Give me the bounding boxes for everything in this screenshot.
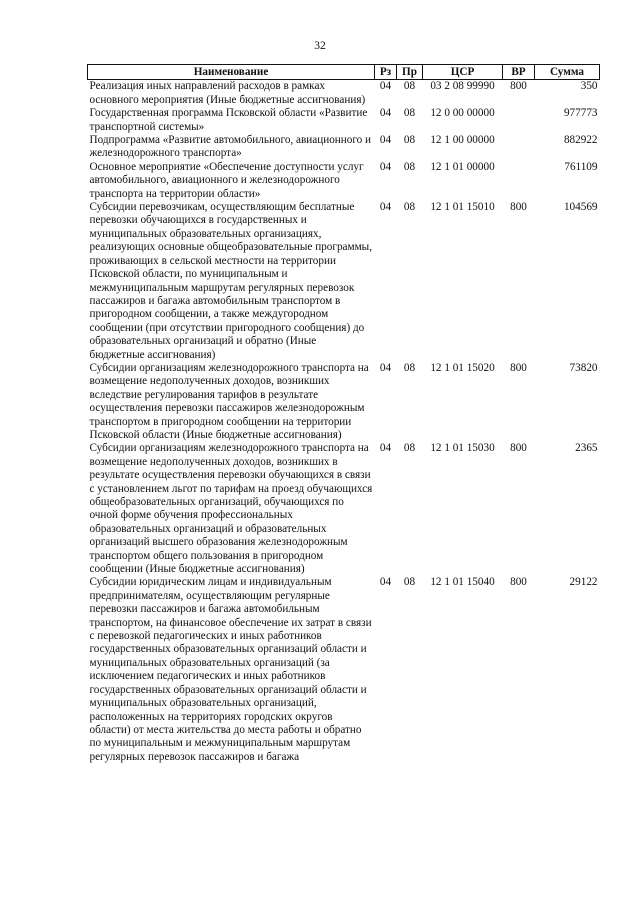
row-csr: 12 1 00 00000 [430, 134, 495, 147]
row-vr: 800 [510, 201, 527, 214]
row-sum: 761109 [564, 160, 598, 173]
row-pr: 08 [403, 361, 416, 374]
row-sum: 29122 [569, 576, 598, 589]
row-vr: 800 [510, 576, 527, 589]
header-vr: ВР [503, 65, 535, 80]
table-row [88, 134, 600, 161]
row-sum: 350 [580, 80, 598, 93]
row-name: Субсидии организациям железнодорожного транспорта на возмещение недополученных доходов, возникших в результате осуществления перевозки обучающихся в связи с установлением льгот по тарифам на проезд обучающихся общеобразовательных организаций, обучающихся по очной форме обучения профессиональных образовательных организаций и образовательных организаций высшего образования железнодорожным транспортом общего пользования в пригородном сообщении (Иные бюджетные ассигнования) [89, 442, 373, 576]
header-rz: Рз [375, 65, 397, 80]
row-rz: 04 [379, 107, 392, 120]
row-sum: 882922 [563, 134, 598, 147]
table-header-row [88, 65, 600, 80]
page-number: 32 [314, 40, 326, 52]
row-csr: 12 1 01 15040 [430, 576, 495, 589]
row-csr: 12 1 01 15020 [430, 361, 495, 374]
row-vr [503, 134, 535, 161]
table-row [88, 161, 600, 201]
header-csr: ЦСР [423, 65, 503, 80]
row-name: Субсидии перевозчикам, осуществляющим бесплатные перевозки обучающихся в государственных и муниципальных образовательных организациях, реализующих основные общеобразовательные программы, проживающих в сельской местности на территории Псковской области, по муниципальным и межмуниципальным маршрутам регулярных перевозок пассажиров и багажа автомобильным транспортом в пригородном сообщении, а также междугородном сообщении (при отсутствии пригородного сообщения) до образовательных организаций и обратно (Иные бюджетные ассигнования) [89, 201, 372, 361]
row-name: Государственная программа Псковской области «Развитие транспортной системы» [89, 107, 368, 133]
table-row [88, 576, 600, 764]
row-vr [503, 107, 535, 134]
row-pr: 08 [403, 107, 416, 120]
row-name: Подпрограмма «Развитие автомобильного, авиационного и железнодорожного транспорта» [89, 134, 372, 160]
row-csr: 12 1 01 00000 [430, 160, 495, 173]
row-sum: 73820 [569, 361, 598, 374]
row-vr [503, 161, 535, 201]
row-csr: 12 0 00 00000 [430, 107, 495, 120]
row-csr: 03 2 08 99990 [430, 80, 495, 93]
row-csr: 12 1 01 15030 [430, 442, 495, 455]
budget-table [87, 64, 600, 764]
row-name: Основное мероприятие «Обеспечение доступности услуг автомобильного, авиационного и железнодорожного транспорта на территории области» [89, 160, 364, 200]
table-row [88, 80, 600, 107]
row-rz: 04 [379, 576, 392, 589]
row-rz: 04 [379, 361, 392, 374]
row-csr: 12 1 01 15010 [430, 201, 495, 214]
row-pr: 08 [403, 576, 416, 589]
row-vr: 800 [510, 442, 527, 455]
row-name: Субсидии организациям железнодорожного транспорта на возмещение недополученных доходов, возникших вследствие регулирования тарифов в результате осуществления перевозки пассажиров железнодорожным транспортом в пригородном сообщении на территории Псковской области (Иные бюджетные ассигнования) [89, 361, 369, 441]
row-pr: 08 [403, 160, 416, 173]
table-row [88, 107, 600, 134]
row-rz: 04 [379, 160, 392, 173]
row-vr: 800 [510, 361, 527, 374]
row-rz: 04 [379, 201, 392, 214]
row-rz: 04 [379, 80, 392, 93]
row-rz: 04 [379, 442, 392, 455]
row-sum: 104569 [563, 201, 598, 214]
header-pr: Пр [397, 65, 423, 80]
table-row [88, 201, 600, 362]
row-sum: 977773 [563, 107, 598, 120]
row-sum: 2365 [575, 442, 598, 455]
row-rz: 04 [379, 134, 392, 147]
row-name: Реализация иных направлений расходов в рамках основного мероприятия (Иные бюджетные ассигнования) [89, 80, 366, 106]
row-pr: 08 [403, 442, 416, 455]
table-row [88, 362, 600, 442]
row-pr: 08 [403, 201, 416, 214]
row-name: Субсидии юридическим лицам и индивидуальным предпринимателям, осуществляющим регулярные перевозки пассажиров и багажа автомобильным транспортом, на финансовое обеспечение их затрат в связи с перевозкой педагогических и иных работников государственных образовательных организаций области и муниципальных образовательных организаций (за исключением педагогических и иных работников государственных образовательных организаций области и муниципальных образовательных организаций, расположенных на территориях городских округов области) от места жительства до места работы и обратно по муниципальным и межмуниципальным маршрутам регулярных перевозок пассажиров и багажа [89, 576, 372, 763]
row-pr: 08 [403, 80, 416, 93]
header-sum: Сумма [535, 65, 600, 80]
row-vr: 800 [510, 80, 527, 93]
header-name: Наименование [88, 65, 375, 80]
row-pr: 08 [403, 134, 416, 147]
table-row [88, 442, 600, 576]
